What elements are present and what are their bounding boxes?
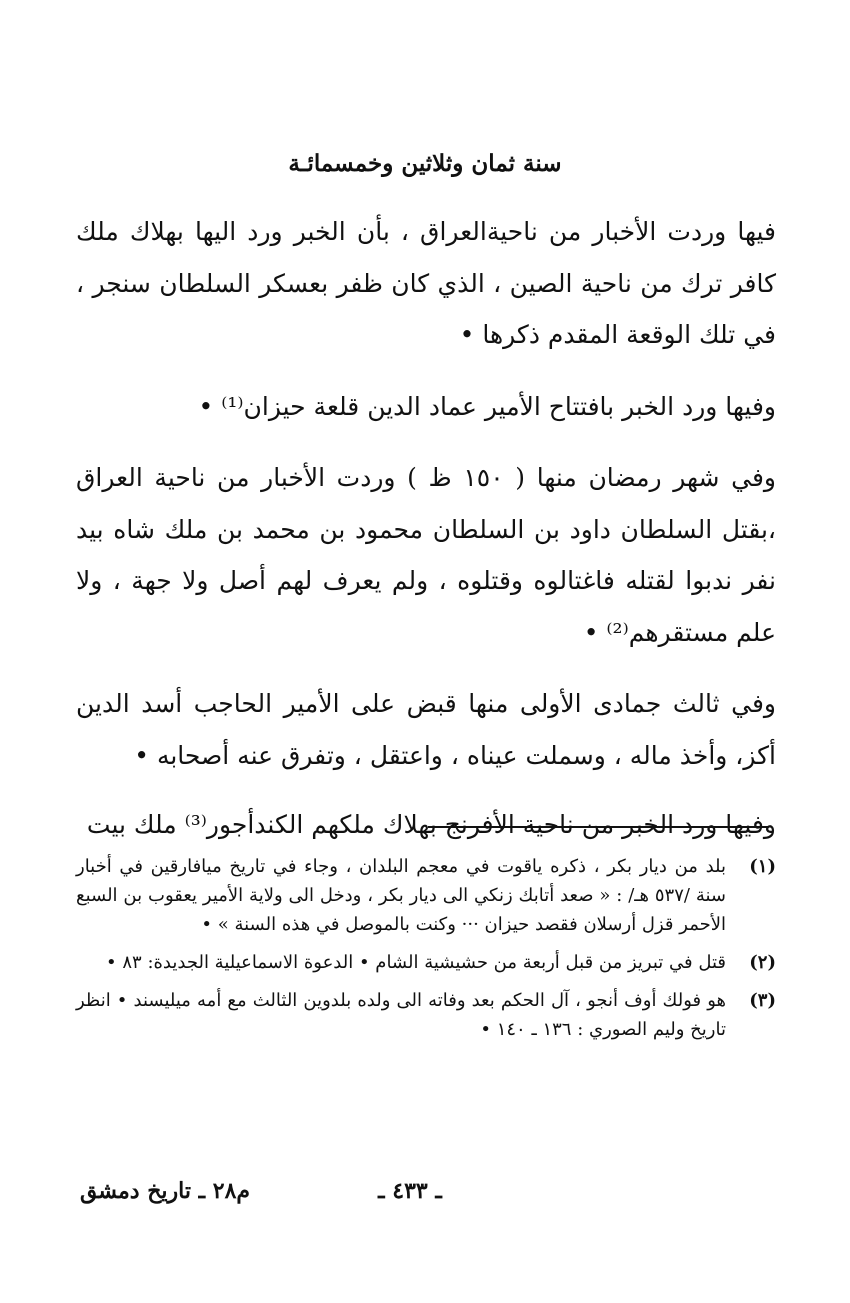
footnotes xyxy=(76,852,776,1053)
page-heading: سنة ثمان وثلاثين وخمسمائـة xyxy=(288,150,562,177)
page-footer xyxy=(0,1178,850,1210)
footnote-marker: (١) xyxy=(749,856,776,877)
paragraph: وفي ثالث جمادى الأولى منها قبض على الأمير الحاجب أسد الدين أكز، وأخذ ماله ، وسملت عيناه ، واعتقل ، وتفرق عنه أصحابه • xyxy=(76,689,776,770)
paragraph: وفي شهر رمضان منها ( ١٥٠ ظ ) وردت الأخبار من ناحية العراق ،بقتل السلطان داود بن السلطان محمود بن محمد بن ملك شاه بيد نفر ندبوا لقتله فاغتالوه وقتلوه ، ولم يعرف لهم أصل ولا جهة ، ولا علم مستقرهم⁽²⁾ • xyxy=(76,463,776,647)
footnote-divider xyxy=(428,826,768,828)
main-text xyxy=(76,206,776,871)
paragraph: وفيها ورد الخبر من ناحية الأفرنج بهلاك ملكهم الكندأجور⁽³⁾ ملك بيت xyxy=(86,810,776,839)
footnote-text: بلد من ديار بكر ، ذكره ياقوت في معجم البلدان ، وجاء في تاريخ ميافارقين في أخبار سنة /٥٣٧ هـ/ : « صعد أتابك زنكي الى ديار بكر ، ودخل الى ولاية الأمير يعقوب بن السبع الأحمر قزل أرسلان فقصد حيزان ··· وكنت بالموصل في هذه السنة » • xyxy=(76,856,726,935)
footnote xyxy=(76,852,776,939)
footnote xyxy=(76,986,776,1044)
footnote-marker: (٢) xyxy=(749,952,776,973)
footnote-text: هو فولك أوف أنجو ، آل الحكم بعد وفاته الى ولده بلدوين الثالث مع أمه ميليسند • انظر تاريخ وليم الصوري : ١٣٦ ـ ١٤٠ • xyxy=(76,990,726,1040)
paragraph: وفيها ورد الخبر بافتتاح الأمير عماد الدين قلعة حيزان⁽¹⁾ • xyxy=(198,391,776,421)
page-number: ـ ٤٣٣ ـ xyxy=(378,1178,442,1204)
footnote-text: قتل في تبريز من قبل أربعة من حشيشية الشام • الدعوة الاسماعيلية الجديدة: ٨٣ • xyxy=(106,952,726,973)
footnote-marker: (٣) xyxy=(749,990,776,1011)
footnote xyxy=(76,948,776,977)
paragraph: فيها وردت الأخبار من ناحيةالعراق ، بأن الخبر ورد اليها بهلاك ملك كافر ترك من ناحية الصين ، الذي كان ظفر بعسكر السلطان سنجر ، في تلك الوقعة المقدم ذكرها • xyxy=(76,217,776,349)
running-title: م٢٨ ـ تاريخ دمشق xyxy=(80,1178,251,1204)
